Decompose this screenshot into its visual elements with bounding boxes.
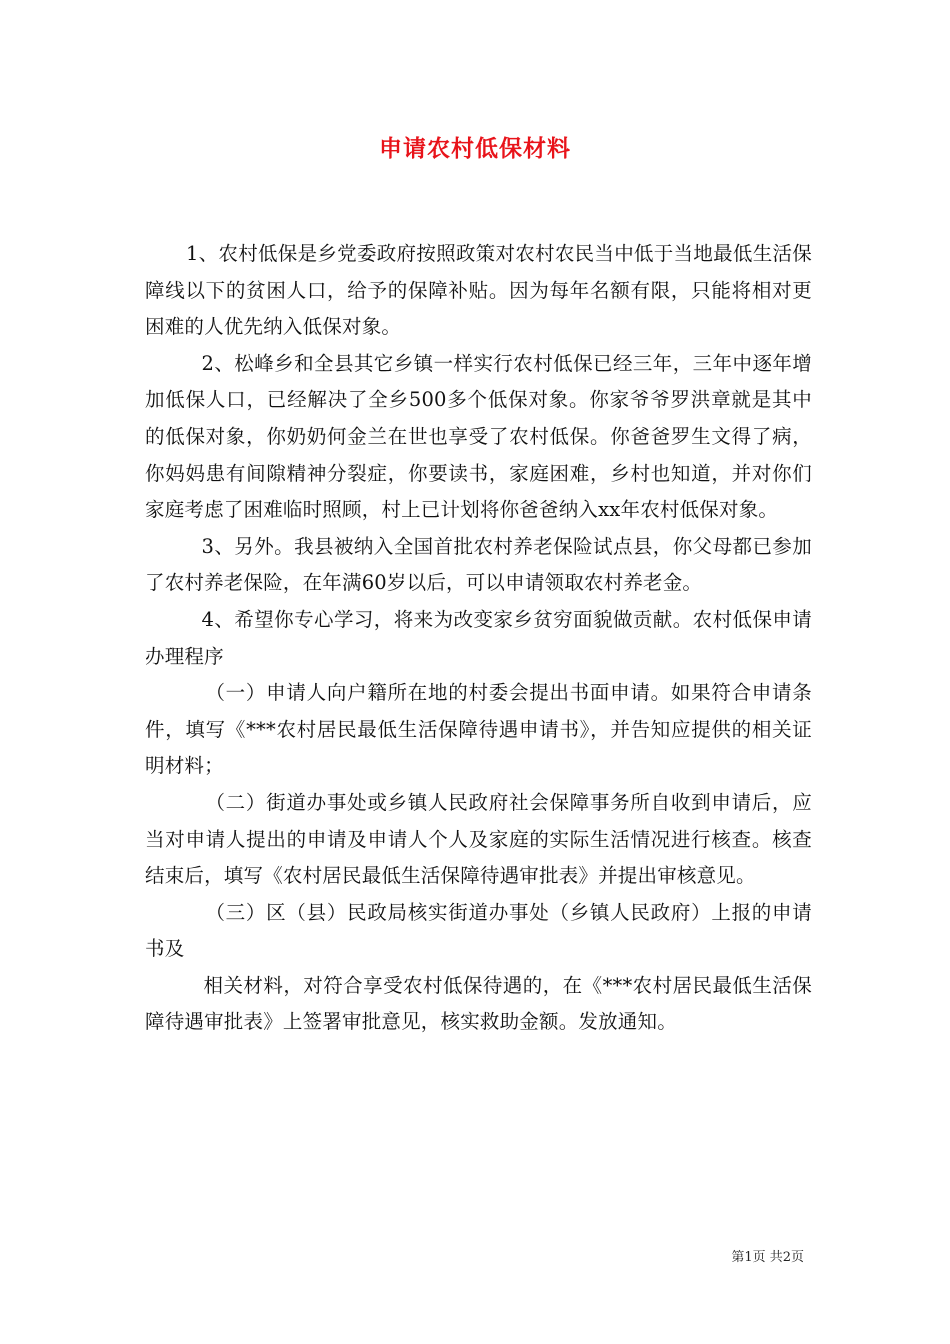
document-title: 申请农村低保材料 bbox=[379, 135, 571, 162]
paragraph-1: 1、农村低保是乡党委政府按照政策对农村农民当中低于当地最低生活保障线以下的贫困人口，给予的保障补贴。因为每年名额有限，只能将相对更困难的人优先纳入低保对象。 bbox=[145, 242, 812, 339]
paragraph-3: 3、另外。我县被纳入全国首批农村养老保险试点县，你父母都已参加了农村养老保险，在年满60岁以后，可以申请领取农村养老金。 bbox=[145, 534, 812, 595]
paragraph-2: 2、松峰乡和全县其它乡镇一样实行农村低保已经三年，三年中逐年增加低保人口，已经解决了全乡500多个低保对象。你家爷爷罗洪章就是其中的低保对象，你奶奶何金兰在世也享受了农村低保。你爸爸罗生文得了病，你妈妈患有间隙精神分裂症，你要读书，家庭困难，乡村也知道，并对你们家庭考虑了困难临时照顾，村上已计划将你爸爸纳入xx年农村低保对象。 bbox=[145, 351, 812, 522]
page-number-footer: 第1页 共2页 bbox=[731, 1250, 804, 1265]
paragraph-4: 4、希望你专心学习，将来为改变家乡贫穷面貌做贡献。农村低保申请办理程序 bbox=[145, 607, 812, 668]
procedure-step-3-continued: 相关材料，对符合享受农村低保待遇的，在《***农村居民最低生活保障待遇审批表》上签署审批意见，核实救助金额。发放通知。 bbox=[145, 973, 812, 1034]
document-body bbox=[145, 236, 812, 1041]
procedure-step-1: （一）申请人向户籍所在地的村委会提出书面申请。如果符合申请条件，填写《***农村居民最低生活保障待遇申请书》，并告知应提供的相关证明材料； bbox=[145, 681, 812, 778]
procedure-step-3: （三）区（县）民政局核实街道办事处（乡镇人民政府）上报的申请书及 bbox=[145, 900, 812, 961]
procedure-step-2: （二）街道办事处或乡镇人民政府社会保障事务所自收到申请后，应当对申请人提出的申请及申请人个人及家庭的实际生活情况进行核查。核查结束后，填写《农村居民最低生活保障待遇审批表》并提出审核意见。 bbox=[145, 790, 812, 888]
